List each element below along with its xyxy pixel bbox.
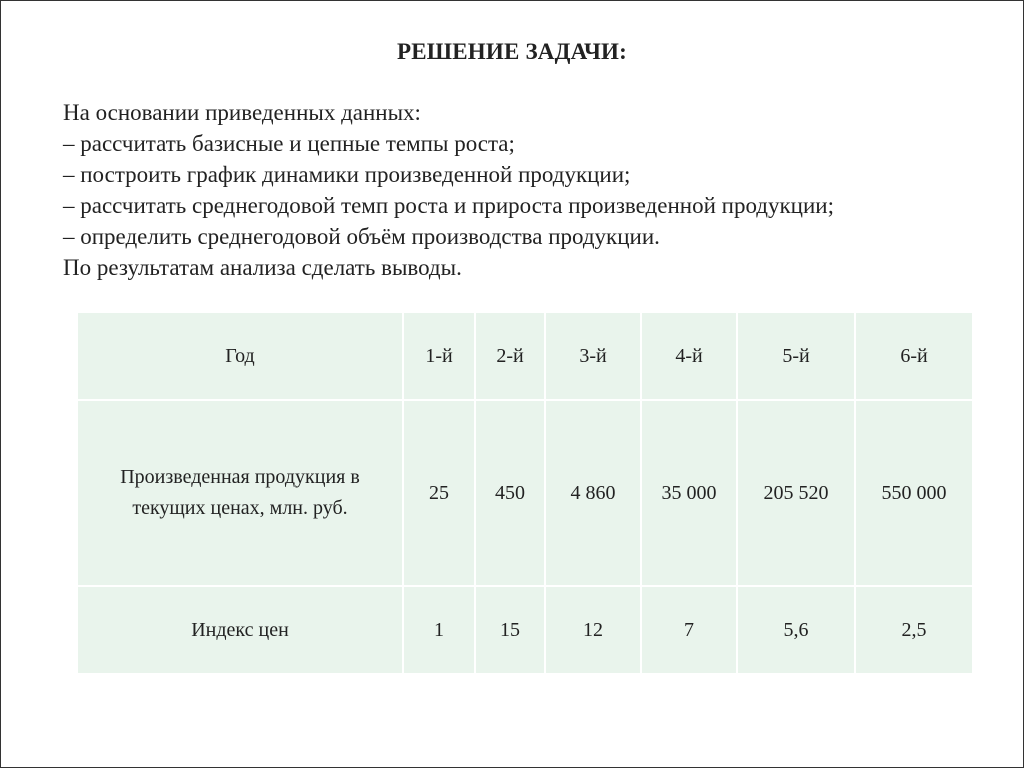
table-cell: 5-й bbox=[737, 313, 855, 400]
table-cell: 7 bbox=[641, 586, 737, 673]
table-cell: 5,6 bbox=[737, 586, 855, 673]
table-cell: 450 bbox=[475, 400, 545, 586]
table-cell: 6-й bbox=[855, 313, 972, 400]
task-item: – рассчитать среднегодовой темп роста и прироста произведенной продукции; bbox=[63, 193, 834, 218]
table-cell: 15 bbox=[475, 586, 545, 673]
row-label: Индекс цен bbox=[78, 586, 403, 673]
table-cell: 4 860 bbox=[545, 400, 641, 586]
table-cell: 12 bbox=[545, 586, 641, 673]
table-row-production bbox=[78, 400, 972, 586]
table-cell: 205 520 bbox=[737, 400, 855, 586]
table-cell: 35 000 bbox=[641, 400, 737, 586]
slide-title: РЕШЕНИЕ ЗАДАЧИ: bbox=[397, 39, 627, 64]
data-table bbox=[78, 313, 972, 673]
table-cell: 2-й bbox=[475, 313, 545, 400]
table-cell: 1 bbox=[403, 586, 475, 673]
task-item: – рассчитать базисные и цепные темпы роста; bbox=[63, 131, 515, 156]
table-cell: 1-й bbox=[403, 313, 475, 400]
table-cell: 2,5 bbox=[855, 586, 972, 673]
table-row-price-index bbox=[78, 586, 972, 673]
task-item: – построить график динамики произведенной продукции; bbox=[63, 162, 631, 187]
row-label: Произведенная продукция в текущих ценах, млн. руб. bbox=[78, 400, 403, 586]
row-label: Год bbox=[78, 313, 403, 400]
table-cell: 4-й bbox=[641, 313, 737, 400]
table-cell: 550 000 bbox=[855, 400, 972, 586]
conclusion-line: По результатам анализа сделать выводы. bbox=[63, 255, 462, 280]
table-cell: 3-й bbox=[545, 313, 641, 400]
table-cell: 25 bbox=[403, 400, 475, 586]
task-item: – определить среднегодовой объём производства продукции. bbox=[63, 224, 660, 249]
intro-line: На основании приведенных данных: bbox=[63, 100, 421, 125]
task-description bbox=[63, 97, 963, 283]
table-row-year bbox=[78, 313, 972, 400]
